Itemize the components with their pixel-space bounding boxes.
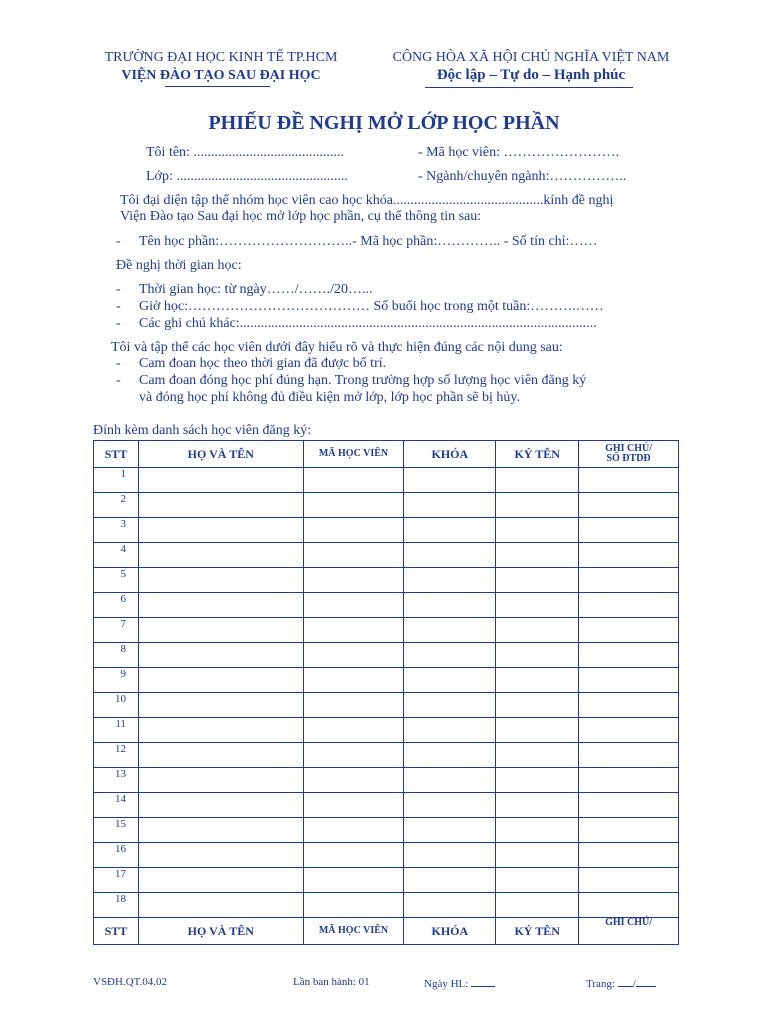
table-row xyxy=(94,818,679,843)
cell-name[interactable] xyxy=(138,593,303,618)
page-label: Trang: xyxy=(586,978,615,990)
cell-student-id[interactable] xyxy=(303,518,404,543)
cell-signature[interactable] xyxy=(496,743,579,768)
cell-note[interactable] xyxy=(579,693,679,718)
cell-signature[interactable] xyxy=(496,518,579,543)
edition-label: Lần ban hành: 01 xyxy=(293,976,370,988)
cell-name[interactable] xyxy=(138,618,303,643)
col-footer-stt: STT xyxy=(94,918,139,945)
cell-name[interactable] xyxy=(138,868,303,893)
table-row xyxy=(94,768,679,793)
col-header-name: HỌ VÀ TÊN xyxy=(138,441,303,468)
bullet-dash: - xyxy=(116,282,121,297)
cell-note[interactable] xyxy=(579,618,679,643)
effective-date-label: Ngày HL: xyxy=(424,978,469,990)
cell-signature[interactable] xyxy=(496,593,579,618)
table-row xyxy=(94,793,679,818)
cell-signature[interactable] xyxy=(496,793,579,818)
cell-cohort[interactable] xyxy=(404,893,496,918)
course-field: Tên học phần:………………………..- Mã học phần:………….. - Số tín chỉ:…… xyxy=(139,234,598,249)
cell-name[interactable] xyxy=(138,518,303,543)
commit-item-2: Cam đoan đóng học phí đúng hạn. Trong trường hợp số lượng học viên đăng ký xyxy=(139,373,587,388)
row-number: 9 xyxy=(94,668,139,693)
row-number: 15 xyxy=(94,818,139,843)
col-header-signature: KÝ TÊN xyxy=(496,441,579,468)
cell-student-id[interactable] xyxy=(303,818,404,843)
cell-student-id[interactable] xyxy=(303,493,404,518)
cell-cohort[interactable] xyxy=(404,668,496,693)
cell-student-id[interactable] xyxy=(303,593,404,618)
cell-note[interactable] xyxy=(579,543,679,568)
cell-cohort[interactable] xyxy=(404,743,496,768)
row-number: 7 xyxy=(94,618,139,643)
cell-signature[interactable] xyxy=(496,643,579,668)
cell-cohort[interactable] xyxy=(404,693,496,718)
cell-name[interactable] xyxy=(138,718,303,743)
attach-label: Đính kèm danh sách học viên đăng ký: xyxy=(93,423,312,438)
table-row xyxy=(94,593,679,618)
cell-signature[interactable] xyxy=(496,693,579,718)
cell-note[interactable] xyxy=(579,568,679,593)
cell-signature[interactable] xyxy=(496,868,579,893)
row-number: 10 xyxy=(94,693,139,718)
school-name: TRƯỜNG ĐẠI HỌC KINH TẾ TP.HCM xyxy=(104,50,338,65)
cell-student-id[interactable] xyxy=(303,668,404,693)
cell-name[interactable] xyxy=(138,668,303,693)
row-number: 8 xyxy=(94,643,139,668)
intro-line-1: Tôi đại diện tập thể nhóm học viên cao học khóa...........................................kính đề nghị xyxy=(120,193,614,208)
student-table xyxy=(93,440,679,945)
time-item-dates: Thời gian học: từ ngày……/……./20…... xyxy=(139,282,373,297)
cell-note[interactable] xyxy=(579,518,679,543)
cell-note[interactable] xyxy=(579,893,679,918)
row-number: 13 xyxy=(94,768,139,793)
cell-name[interactable] xyxy=(138,543,303,568)
row-number: 6 xyxy=(94,593,139,618)
cell-name[interactable] xyxy=(138,643,303,668)
row-number: 4 xyxy=(94,543,139,568)
col-footer-cohort: KHÓA xyxy=(404,918,496,945)
cell-name[interactable] xyxy=(138,768,303,793)
cell-cohort[interactable] xyxy=(404,843,496,868)
cell-cohort[interactable] xyxy=(404,793,496,818)
row-number: 14 xyxy=(94,793,139,818)
cell-name[interactable] xyxy=(138,693,303,718)
major-field: - Ngành/chuyên ngành:…………….. xyxy=(418,169,627,184)
cell-signature[interactable] xyxy=(496,768,579,793)
page-total-blank xyxy=(636,976,656,987)
bullet-dash: - xyxy=(116,373,121,388)
row-number: 2 xyxy=(94,493,139,518)
row-number: 1 xyxy=(94,468,139,493)
cell-name[interactable] xyxy=(138,818,303,843)
table-row xyxy=(94,668,679,693)
cell-signature[interactable] xyxy=(496,468,579,493)
cell-student-id[interactable] xyxy=(303,568,404,593)
cell-name[interactable] xyxy=(138,793,303,818)
motto: Độc lập – Tự do – Hạnh phúc xyxy=(436,67,626,83)
bullet-dash: - xyxy=(116,234,121,249)
motto-underline xyxy=(425,87,633,88)
cell-note[interactable] xyxy=(579,593,679,618)
col-header-note-label: GHI CHÚ/ xyxy=(605,442,653,454)
row-number: 17 xyxy=(94,868,139,893)
document-code: VSĐH.QT.04.02 xyxy=(93,976,168,988)
cell-note[interactable] xyxy=(579,843,679,868)
col-footer-signature: KÝ TÊN xyxy=(496,918,579,945)
cell-name[interactable] xyxy=(138,568,303,593)
cell-cohort[interactable] xyxy=(404,543,496,568)
col-footer-name: HỌ VÀ TÊN xyxy=(138,918,303,945)
cell-note[interactable] xyxy=(579,718,679,743)
cell-note[interactable] xyxy=(579,768,679,793)
cell-cohort[interactable] xyxy=(404,718,496,743)
cell-cohort[interactable] xyxy=(404,768,496,793)
table-row xyxy=(94,543,679,568)
row-number: 3 xyxy=(94,518,139,543)
cell-note[interactable] xyxy=(579,468,679,493)
col-footer-student-id: MÃ HỌC VIÊN xyxy=(303,918,404,945)
cell-note[interactable] xyxy=(579,743,679,768)
table-row xyxy=(94,568,679,593)
cell-student-id[interactable] xyxy=(303,893,404,918)
cell-cohort[interactable] xyxy=(404,493,496,518)
country-name: CÔNG HÒA XÃ HỘI CHỦ NGHĨA VIỆT NAM xyxy=(392,50,670,65)
row-number: 12 xyxy=(94,743,139,768)
time-item-notes: Các ghi chú khác:...................................................................................................... xyxy=(139,316,597,331)
table-row xyxy=(94,693,679,718)
cell-note[interactable] xyxy=(579,668,679,693)
cell-cohort[interactable] xyxy=(404,568,496,593)
cell-name[interactable] xyxy=(138,468,303,493)
cell-cohort[interactable] xyxy=(404,643,496,668)
row-number: 18 xyxy=(94,893,139,918)
cell-cohort[interactable] xyxy=(404,593,496,618)
institute-underline xyxy=(165,86,270,87)
cell-signature[interactable] xyxy=(496,493,579,518)
cell-student-id[interactable] xyxy=(303,718,404,743)
cell-student-id[interactable] xyxy=(303,793,404,818)
page-number xyxy=(586,976,656,990)
cell-student-id[interactable] xyxy=(303,618,404,643)
institute-name: VIỆN ĐÀO TẠO SAU ĐẠI HỌC xyxy=(121,68,321,83)
cell-name[interactable] xyxy=(138,743,303,768)
table-row xyxy=(94,743,679,768)
cell-signature[interactable] xyxy=(496,568,579,593)
cell-name[interactable] xyxy=(138,843,303,868)
table-row xyxy=(94,618,679,643)
cell-signature[interactable] xyxy=(496,618,579,643)
student-id-field: - Mã học viên: ……………………. xyxy=(418,145,620,160)
table-row xyxy=(94,643,679,668)
cell-student-id[interactable] xyxy=(303,843,404,868)
commit-heading: Tôi và tập thể các học viên dưới đây hiểu rõ và thực hiện đúng các nội dung sau: xyxy=(111,340,563,355)
cell-student-id[interactable] xyxy=(303,868,404,893)
table-row xyxy=(94,843,679,868)
time-heading: Đề nghị thời gian học: xyxy=(116,258,242,273)
row-number: 11 xyxy=(94,718,139,743)
cell-student-id[interactable] xyxy=(303,468,404,493)
row-number: 5 xyxy=(94,568,139,593)
table-row xyxy=(94,893,679,918)
page-slash: / xyxy=(632,978,636,990)
col-header-student-id: MÃ HỌC VIÊN xyxy=(303,441,404,468)
cell-note[interactable] xyxy=(579,868,679,893)
table-row xyxy=(94,468,679,493)
cell-note[interactable] xyxy=(579,793,679,818)
cell-cohort[interactable] xyxy=(404,868,496,893)
cell-signature[interactable] xyxy=(496,818,579,843)
time-item-hours: Giờ học:………………………………… Số buổi học trong một tuần:……….…… xyxy=(139,299,604,314)
cell-student-id[interactable] xyxy=(303,643,404,668)
cell-cohort[interactable] xyxy=(404,518,496,543)
commit-item-2-cont: và đóng học phí không đủ điều kiện mở lớp, lớp học phần sẽ bị hủy. xyxy=(139,390,520,405)
cell-signature[interactable] xyxy=(496,843,579,868)
bullet-dash: - xyxy=(116,299,121,314)
cell-signature[interactable] xyxy=(496,543,579,568)
cell-name[interactable] xyxy=(138,893,303,918)
col-header-cohort: KHÓA xyxy=(404,441,496,468)
effective-date-blank xyxy=(471,976,495,987)
cell-cohort[interactable] xyxy=(404,618,496,643)
cell-note[interactable] xyxy=(579,818,679,843)
col-footer-note: GHI CHÚ/ xyxy=(579,918,679,945)
cell-note[interactable] xyxy=(579,493,679,518)
effective-date xyxy=(424,976,495,990)
cell-note[interactable] xyxy=(579,643,679,668)
col-header-note xyxy=(579,441,679,468)
bullet-dash: - xyxy=(116,316,121,331)
cell-cohort[interactable] xyxy=(404,818,496,843)
table-row xyxy=(94,493,679,518)
table-row xyxy=(94,718,679,743)
bullet-dash: - xyxy=(116,356,121,371)
cell-signature[interactable] xyxy=(496,893,579,918)
class-field: Lớp: ................................................. xyxy=(146,169,348,184)
cell-signature[interactable] xyxy=(496,668,579,693)
cell-student-id[interactable] xyxy=(303,768,404,793)
col-header-phone-label: SỐ ĐTDĐ xyxy=(606,453,651,464)
cell-cohort[interactable] xyxy=(404,468,496,493)
intro-line-2: Viện Đào tạo Sau đại học mở lớp học phần, cụ thể thông tin sau: xyxy=(120,209,482,224)
table-header-row xyxy=(94,441,679,468)
table-footer-row xyxy=(94,918,679,945)
page-title: PHIẾU ĐỀ NGHỊ MỞ LỚP HỌC PHẦN xyxy=(208,112,560,134)
cell-student-id[interactable] xyxy=(303,543,404,568)
page-blank xyxy=(618,976,633,987)
name-field: Tôi tên: ........................................... xyxy=(146,145,344,160)
table-row xyxy=(94,868,679,893)
row-number: 16 xyxy=(94,843,139,868)
table-row xyxy=(94,518,679,543)
commit-item-1: Cam đoan học theo thời gian đã được bố trí. xyxy=(139,356,387,371)
cell-student-id[interactable] xyxy=(303,743,404,768)
cell-name[interactable] xyxy=(138,493,303,518)
cell-signature[interactable] xyxy=(496,718,579,743)
cell-student-id[interactable] xyxy=(303,693,404,718)
col-header-stt: STT xyxy=(94,441,139,468)
